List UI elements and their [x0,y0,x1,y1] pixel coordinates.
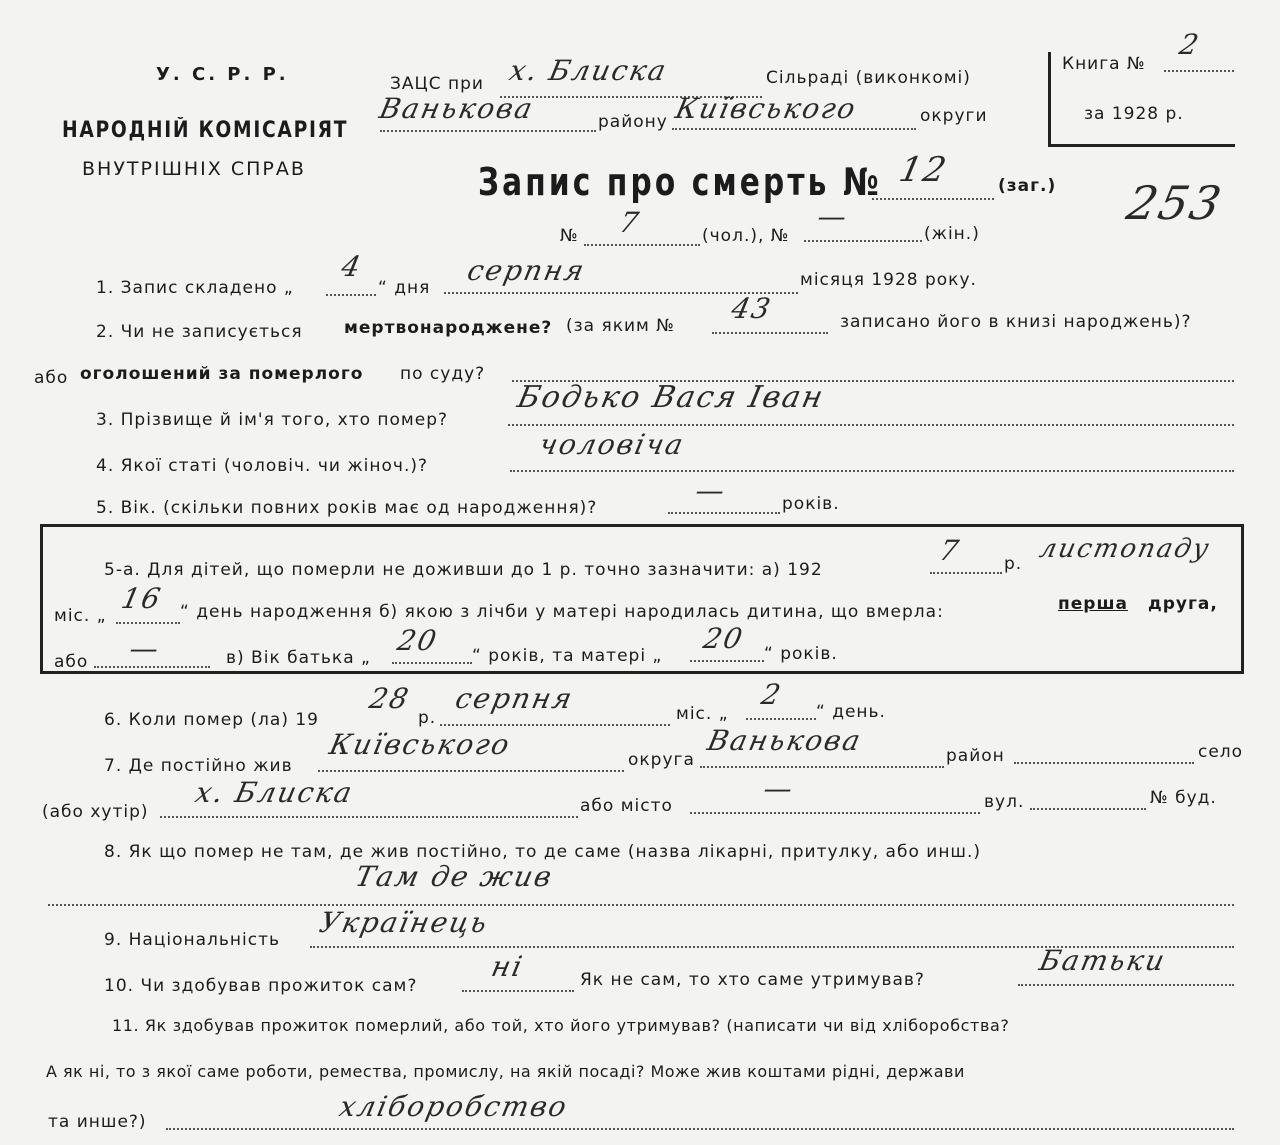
item7b-misto-label: або місто [580,796,673,816]
item7-okruha-label: округа [628,750,695,770]
raion-dotline [380,130,596,132]
item7-raion-dotline [700,766,944,768]
item1-day-handwritten: 4 [338,250,366,283]
item6-year-handwritten: 28 [366,682,414,715]
zags-label: ЗАЦС при [390,74,484,94]
item6-mis: міс. „ [676,704,729,724]
item2-dotline [712,332,828,334]
item7-raion-label: район [946,746,1005,766]
item2-mid: (за яким № [566,316,675,336]
item1-mid: “ дня [378,278,431,298]
department-heading: ВНУТРІШНІХ СПРАВ [82,158,306,180]
item5-suffix: років. [782,494,840,514]
item5a-month-handwritten: листопаду [1036,534,1214,564]
item6-r: р. [418,708,437,728]
item7-selo-label: село [1198,742,1244,762]
item7b-vul-dotline [1030,808,1146,810]
item8-label: 8. Як що помер не там, де жив постійно, то де саме (назва лікарні, притулку, або инш.) [104,842,982,862]
item8-dotline [48,904,1234,906]
item5a-order-dotline [94,666,210,668]
item5a-order-handwritten: — [126,632,164,665]
village-handwritten: х. Блиска [506,54,671,87]
item2b-suffix: по суду? [400,364,486,384]
book-dotline [1164,70,1234,72]
record-number-dotline [872,198,994,200]
item2b-bold: оголошений за померлого [80,364,364,384]
item7b-khutir-handwritten: х. Блиска [192,776,357,809]
item5a-year-digit-handwritten: 7 [936,534,964,567]
item10-value-handwritten: Батьки [1036,944,1170,977]
item10-dotline [1018,984,1234,986]
item11-line3: та инше?) [48,1112,147,1132]
item2b-prefix: або [34,368,69,388]
item2-number-handwritten: 43 [728,292,776,325]
female-no-handwritten: — [814,200,852,233]
item2-text: 2. Чи не записується [96,322,303,342]
item5a-father: в) Вік батька „ [226,648,371,668]
item1-suffix: місяця 1928 року. [800,270,977,290]
item6-suffix: “ день. [816,702,886,722]
okruha-handwritten: Київського [672,92,860,125]
item5a-father-dotline [392,662,472,664]
raion-label: району [598,112,668,132]
item11-dotline [166,1128,1234,1130]
item5a-r: р. [1004,554,1023,574]
item1-prefix: 1. Запис складено „ [96,278,294,298]
item5a-line2: “ день народження б) якою з лічби у матері народилась дитина, що вмерла: [180,602,944,622]
item3-dotline [508,424,1234,426]
raion-handwritten: Ванькова [376,92,538,125]
item5a-mother-age-handwritten: 20 [700,622,748,655]
item10-sam-handwritten: ні [488,950,527,983]
item7b-prefix: (або хутір) [42,802,149,822]
record-suffix: (заг.) [998,176,1057,196]
item6-day-handwritten: 2 [758,678,786,711]
item5a-second: друга, [1148,594,1218,614]
book-year: за 1928 р. [1084,104,1184,124]
item4-value-handwritten: чоловіча [536,428,688,461]
record-title: Запис про смерть № [478,160,882,204]
item7-prefix: 7. Де постійно жив [104,756,293,776]
item11-line2: А як ні, то з якої саме роботи, ремества, промислу, на якій посаді? Може жив коштами рідні, держави [46,1062,965,1081]
item1-day-dotline [326,294,376,296]
item2-bold: мертвонароджене? [344,318,553,338]
item6-month-dotline [440,724,670,726]
okruha-dotline [672,128,916,130]
item7b-bud: № буд. [1150,788,1217,808]
item5a-years: “ років. [764,644,838,664]
item5a-father-age-handwritten: 20 [394,624,442,657]
item5a-line1: 5-а. Для дітей, що померли не доживши до 1 р. точно зазначити: а) 192 [104,560,823,580]
item10-mid: Як не сам, то хто саме утримував? [580,970,925,990]
item7-okruha-dotline [318,770,624,772]
item7b-misto-handwritten: — [760,772,798,805]
item1-month-handwritten: серпня [464,254,589,287]
item5a-day-dotline [116,622,180,624]
item7b-misto-dotline [690,812,980,814]
item5a-year-dotline [930,572,1002,574]
male-no-handwritten: 7 [616,206,644,239]
item5a-abo: або [54,652,89,672]
item5a-mis: міс. „ [54,606,107,626]
margin-number-handwritten: 253 [1122,176,1228,230]
item3-value-handwritten: Бодько Вася Іван [514,380,828,415]
book-label: Книга № [1062,54,1146,74]
item6-prefix: 6. Коли помер (ла) 19 [104,710,319,730]
item9-value-handwritten: Українець [316,906,492,939]
book-number-handwritten: 2 [1176,28,1204,61]
item5a-mother-dotline [690,660,764,662]
record-number-handwritten: 12 [895,150,952,190]
item8-value-handwritten: Там де жив [352,860,557,893]
sub-no-label: № [560,226,579,246]
item11-value-handwritten: хліборобство [336,1090,572,1123]
item6-month-handwritten: серпня [452,682,577,715]
silrada-label: Сільраді (виконкомі) [766,68,971,88]
item5a-day-handwritten: 16 [118,582,166,615]
male-label: (чол.), № [702,226,790,246]
item3-label: 3. Прізвище й ім'я того, хто помер? [96,410,449,430]
item11-line1: 11. Як здобував прожиток померлий, або той, хто його утримував? (написати чи від хліборобства? [112,1016,1010,1035]
commissariat-heading: НАРОДНІЙ КОМІСАРІЯТ [62,118,349,143]
female-label: (жін.) [924,224,980,244]
item5a-first: перша [1058,594,1128,614]
republic-heading: У. С. Р. Р. [156,64,289,85]
item6-day-dotline [746,718,816,720]
item7b-vul: вул. [984,792,1025,812]
item5a-years-mother: “ років, та матері „ [472,646,663,666]
item5-label: 5. Вік. (скільки повних років має од народження)? [96,498,598,518]
item2-suffix: записано його в книзі народжень)? [840,312,1192,332]
item7-raion-handwritten: Ванькова [704,724,866,757]
item4-label: 4. Якої статі (чоловіч. чи жіноч.)? [96,456,429,476]
item7-selo-dotline [1014,762,1194,764]
male-no-dotline [584,244,700,246]
item7b-khutir-dotline [160,816,578,818]
item9-label: 9. Національність [104,930,281,950]
okruha-label: округи [920,106,988,126]
female-no-dotline [804,240,922,242]
item7-okruha-handwritten: Київського [326,728,514,761]
item10-label: 10. Чи здобував прожиток сам? [104,976,418,996]
item5-dotline [668,512,780,514]
item5-value-handwritten: — [692,474,730,507]
item10-sam-dotline [462,990,574,992]
item4-dotline [510,470,1234,472]
